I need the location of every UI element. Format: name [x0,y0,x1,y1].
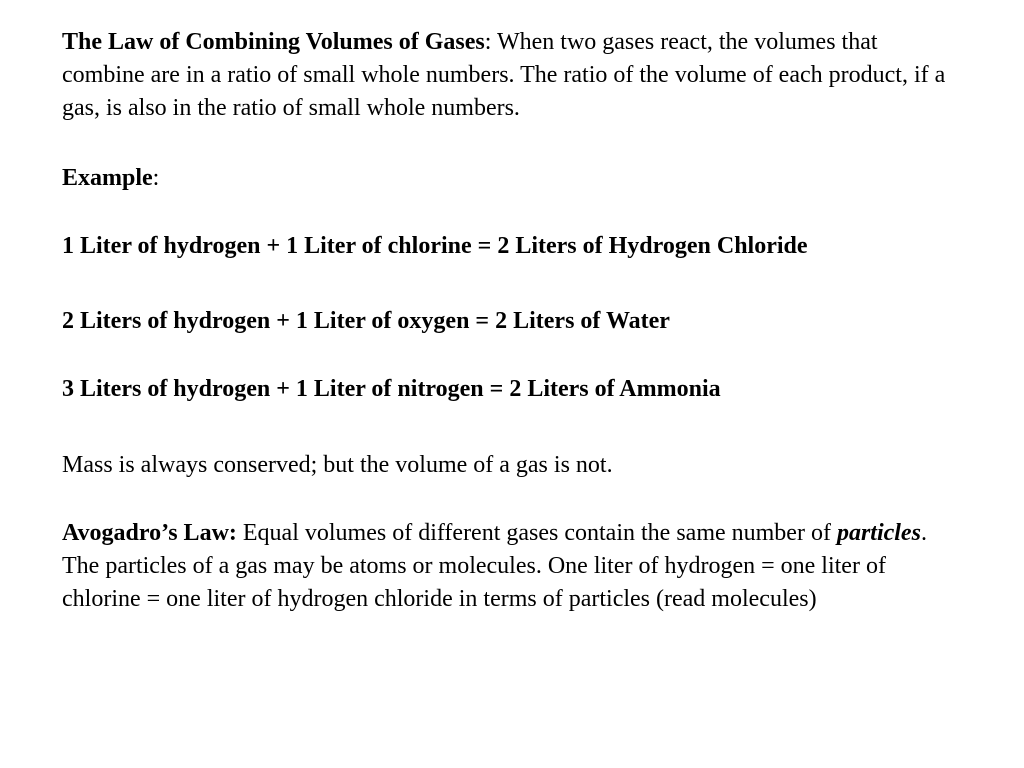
example-heading [62,162,962,195]
avogadro-text-after: . The particles of a gas may be atoms or molecules. One liter of hydrogen = one liter of chlorine = one liter of hydrogen chloride in terms of particles (read molecules) [62,520,927,612]
avogadro-term: Avogadro’s Law: [62,520,237,546]
law-of-combining-volumes-paragraph [62,26,962,125]
example-colon: : [152,165,160,191]
example-label: Example [62,165,153,191]
equation-hydrogen-chloride: 1 Liter of hydrogen + 1 Liter of chlorine = 2 Liters of Hydrogen Chloride [62,233,808,259]
equation-ammonia: 3 Liters of hydrogen + 1 Liter of nitrogen = 2 Liters of Ammonia [62,376,721,402]
equation-water: 2 Liters of hydrogen + 1 Liter of oxygen = 2 Liters of Water [62,308,670,334]
law-colon: : [484,29,492,55]
avogadro-text-before: Equal volumes of different gases contain the same number of [236,520,837,546]
avogadro-particles-emphasis: particles [836,520,921,546]
avogadros-law-paragraph [62,517,962,616]
law-definition: When two gases react, the volumes that combine are in a ratio of small whole numbers. The ratio of the volume of each product, if a gas, is also in the ratio of small whole numbers. [62,29,946,121]
mass-conservation-statement: Mass is always conserved; but the volume of a gas is not. [62,452,613,478]
law-term: The Law of Combining Volumes of Gases [62,29,485,55]
